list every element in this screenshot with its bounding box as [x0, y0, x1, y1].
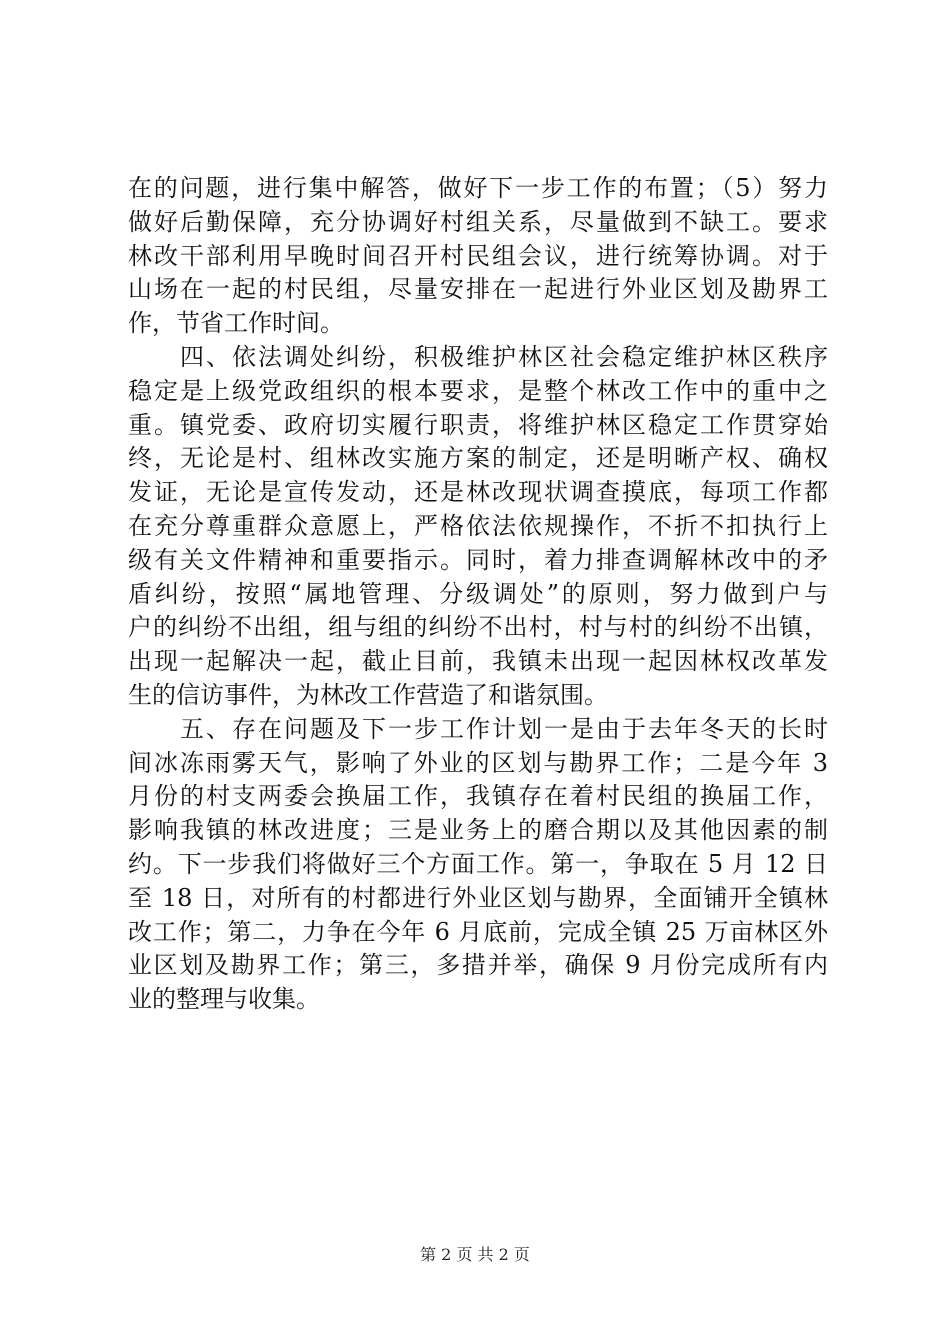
- text-line: 盾纠纷，按照“属地管理、分级调处”的原则，努力做到户与: [128, 579, 828, 608]
- text-line: 山场在一起的村民组，尽量安排在一起进行外业区划及勘界工: [128, 275, 828, 304]
- text-line: 改工作；第二，力争在今年 6 月底前，完成全镇 25 万亩林区外: [128, 917, 828, 946]
- text-line: 生的信访事件，为林改工作营造了和谐氛围。: [128, 680, 608, 709]
- text-line: 影响我镇的林改进度；三是业务上的磨合期以及其他因素的制: [128, 816, 828, 845]
- text-line: 终，无论是村、组林改实施方案的制定，还是明晰产权、确权: [128, 444, 828, 473]
- text-line: 发证，无论是宣传发动，还是林改现状调查摸底，每项工作都: [128, 478, 828, 507]
- document-body: [128, 172, 828, 1017]
- text-line: 业区划及勘界工作；第三，多措并举，确保 9 月份完成所有内: [128, 951, 828, 980]
- text-line: 在充分尊重群众意愿上，严格依法依规操作，不折不扣执行上: [128, 511, 828, 540]
- text-line: 四、依法调处纠纷，积极维护林区社会稳定维护林区秩序: [128, 342, 828, 371]
- page-footer: 第 2 页 共 2 页: [420, 1245, 530, 1264]
- text-line: 林改干部利用早晚时间召开村民组会议，进行统筹协调。对于: [128, 241, 828, 270]
- text-line: 约。下一步我们将做好三个方面工作。第一，争取在 5 月 12 日: [128, 849, 828, 878]
- text-line: 做好后勤保障，充分协调好村组关系，尽量做到不缺工。要求: [128, 207, 828, 236]
- text-line: 户的纠纷不出组，组与组的纠纷不出村，村与村的纠纷不出镇，: [128, 613, 828, 642]
- text-line: 业的整理与收集。: [128, 985, 320, 1014]
- text-line: 稳定是上级党政组织的根本要求，是整个林改工作中的重中之: [128, 376, 828, 405]
- text-line: 重。镇党委、政府切实履行职责，将维护林区稳定工作贯穿始: [128, 410, 828, 439]
- text-line: 出现一起解决一起，截止目前，我镇未出现一起因林权改革发: [128, 647, 828, 676]
- text-line: 在的问题，进行集中解答，做好下一步工作的布置；（5）努力: [128, 174, 828, 202]
- text-line: 至 18 日，对所有的村都进行外业区划与勘界，全面铺开全镇林: [128, 883, 828, 912]
- text-line: 作，节省工作时间。: [128, 309, 344, 338]
- text-line: 月份的村支两委会换届工作，我镇存在着村民组的换届工作，: [128, 782, 828, 811]
- text-line: 间冰冻雨雾天气，影响了外业的区划与勘界工作；二是今年 3: [128, 748, 828, 777]
- text-line: 五、存在问题及下一步工作计划一是由于去年冬天的长时: [128, 714, 828, 743]
- text-line: 级有关文件精神和重要指示。同时，着力排查调解林改中的矛: [128, 545, 828, 574]
